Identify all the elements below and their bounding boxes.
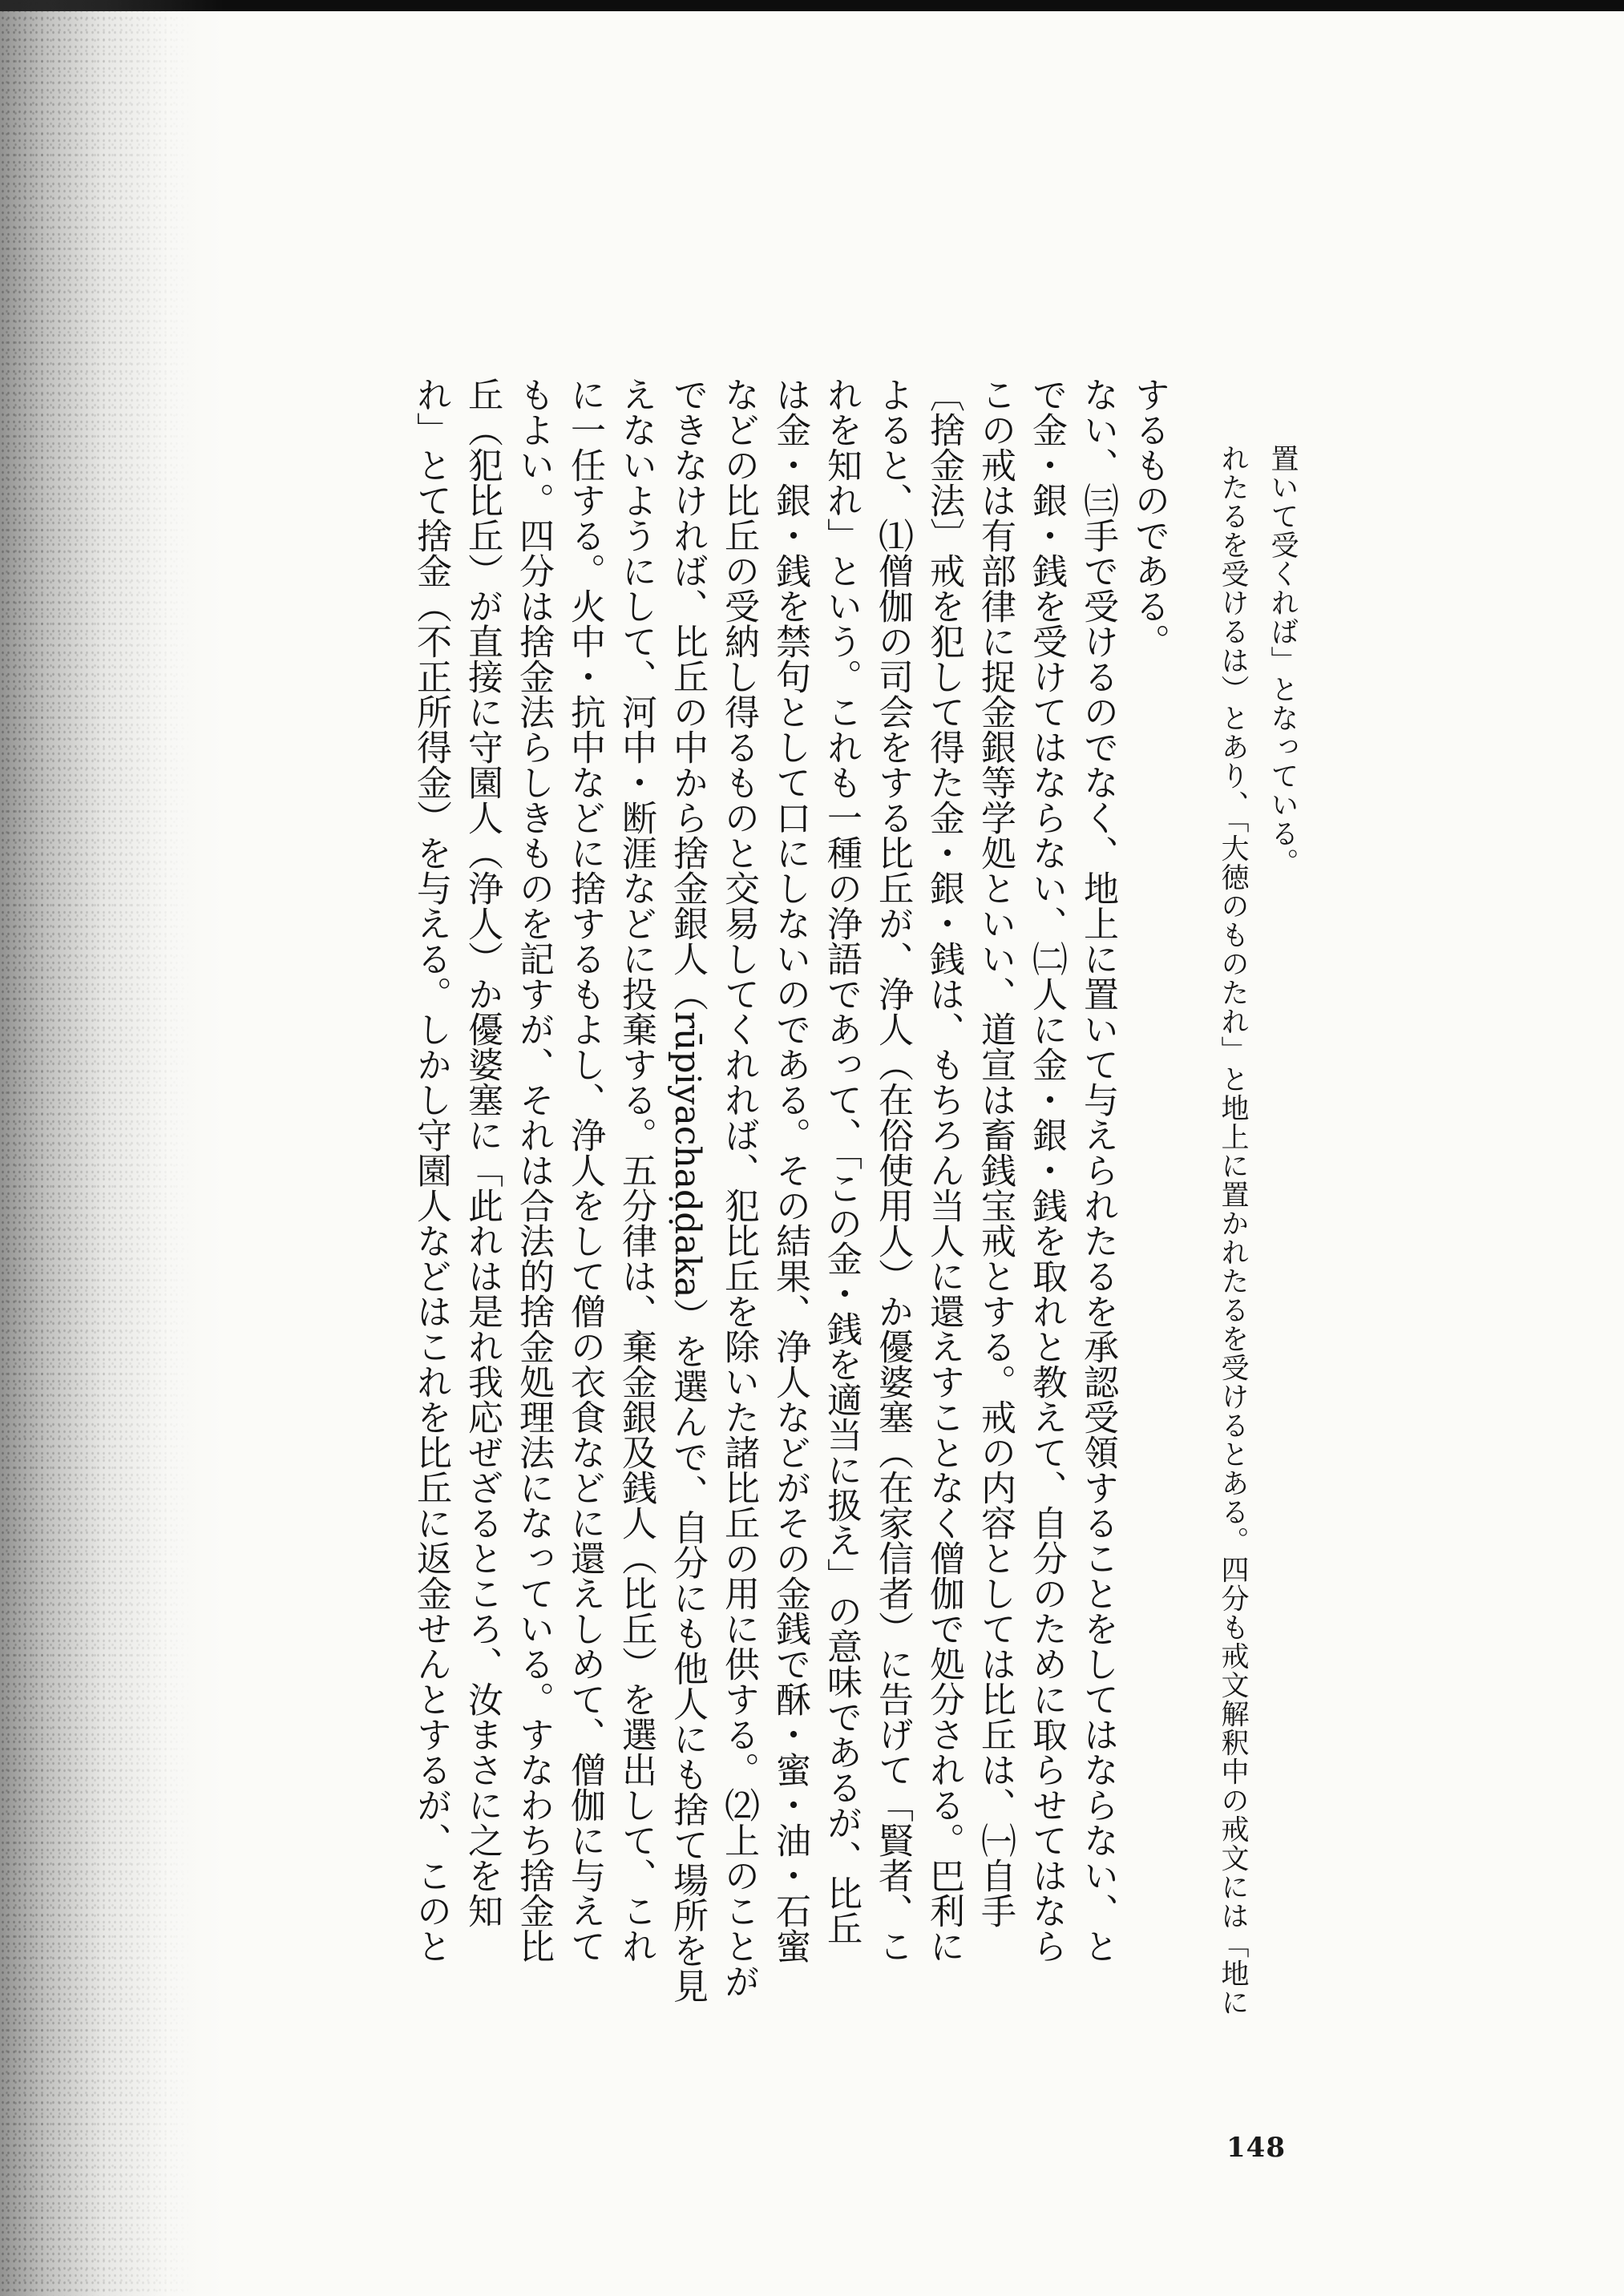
body-line: などの比丘の受納し得るものと交易してくれれば、犯比丘を除いた諸比丘の用に供する。⑵上のことが — [718, 377, 759, 1999]
body-line: するものである。 — [1129, 377, 1170, 659]
gutter-speckle — [0, 0, 192, 2296]
page-number: 148 — [1226, 2132, 1286, 2164]
body-line: もよい。四分は捨金法らしきものを記すが、それは合法的捨金処理法になっている。すなわち捨金比 — [513, 377, 554, 1963]
body-line: 丘（犯比丘）が直接に守園人（浄人）か優婆塞に「此れは是れ我応ぜざるところ、汝まさに之を知 — [462, 377, 503, 1928]
body-line: れ」とて捨金（不正所得金）を与える。しかし守園人などはこれを比丘に返金せんとするが、このと — [410, 377, 451, 1963]
body-line: で金・銀・銭を受けてはならない、㈡人に金・銀・銭を取れと教えて、自分のために取らせてはなら — [1026, 377, 1067, 1963]
quote-line: 置いて受くれば」となっている。 — [1266, 444, 1299, 877]
body-text — [405, 377, 1174, 2003]
body-line: ない、㈢手で受けるのでなく、地上に置いて与えられたるを承認受領することをしてはならない、と — [1077, 377, 1118, 1963]
body-line: れを知れ」という。これも一種の浄語であって、「この金・銭を適当に扱え」の意味であるが、比丘 — [821, 377, 862, 1946]
body-line: この戒は有部律に捉金銀等学処といい、道宣は畜銭宝戒とする。戒の内容としては比丘は、㈠自手 — [975, 377, 1016, 1928]
quote-line: れたるを受けるは）とあり、「大徳のものたれ」と地上に置かれたるを受けるとある。四分も戒文解釈中の戒文には「地に — [1217, 444, 1249, 2017]
body-line: 〔捨金法〕戒を犯して得た金・銀・銭は、もちろん当人に還えすことなく僧伽で処分される。巴利に — [923, 377, 964, 1963]
scan-top-edge — [0, 0, 1624, 11]
vertical-text-block — [405, 377, 1307, 2017]
body-line: できなければ、比丘の中から捨金銀人（rūpiyachaḍḍaka）を選んで、自分にも他人にも捨て場所を見 — [667, 377, 708, 2003]
body-line: は金・銀・銭を禁句として口にしないのである。その結果、浄人などがその金銭で酥・蜜・油・石蜜 — [770, 377, 810, 1963]
body-line: えないようにして、河中・断涯などに投棄する。五分律は、棄金銀及銭人（比丘）を選出して、これ — [616, 377, 656, 1963]
body-line: に一任する。火中・抗中などに捨するもよし、浄人をして僧の衣食などに還えしめて、僧伽に与えて — [564, 377, 605, 1963]
body-line: よると、⑴僧伽の司会をする比丘が、浄人（在俗使用人）か優婆塞（在家信者）に告げて「賢者、こ — [872, 377, 913, 1963]
block-quote — [1208, 444, 1307, 2017]
